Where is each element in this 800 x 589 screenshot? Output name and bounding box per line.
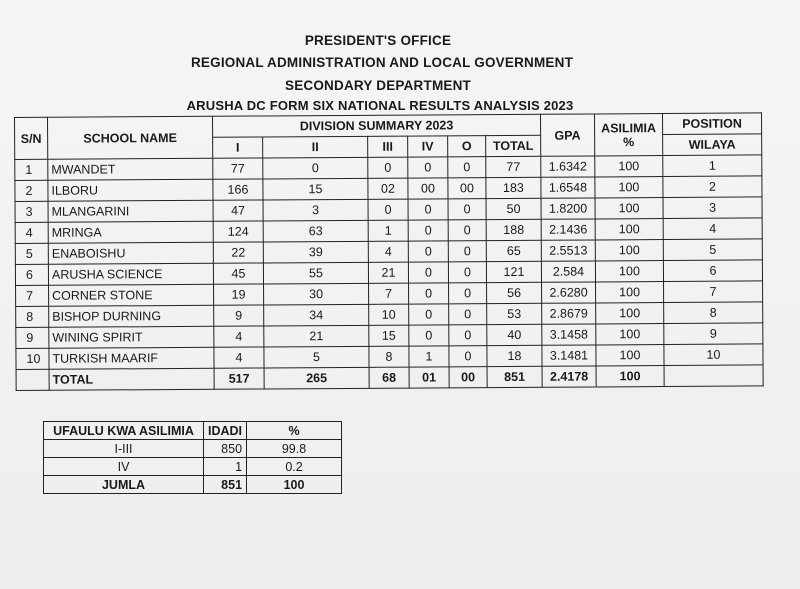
school-sn: 5	[15, 243, 48, 264]
div-iv-count: 0	[409, 304, 449, 325]
summary-idadi: 850	[204, 440, 247, 458]
summary-idadi: 1	[204, 458, 247, 476]
gpa-value: 2.6280	[542, 282, 596, 303]
asilimia-value: 100	[595, 156, 663, 177]
position-value: 6	[663, 260, 762, 282]
col-header-percent-label: %	[623, 134, 635, 149]
col-header-division-summary: DIVISION SUMMARY 2023	[212, 114, 540, 137]
div-o-count: 0	[449, 304, 487, 325]
col-header-wilaya: WILAYA	[663, 134, 762, 156]
total-count: 53	[487, 303, 542, 324]
school-sn: 8	[16, 306, 49, 327]
div-iv-count: 0	[408, 199, 448, 220]
gpa-value: 2.8679	[542, 303, 596, 324]
asilimia-value: 100	[595, 177, 663, 198]
school-sn: 10	[16, 348, 49, 369]
summary-total-idadi: 851	[204, 476, 247, 494]
totals-row	[16, 365, 763, 391]
position-value: 1	[663, 155, 762, 177]
summary-header-ufaulu: UFAULU KWA ASILIMIA	[44, 422, 204, 440]
totals-div-ii: 265	[264, 367, 369, 389]
summary-header-percent: %	[247, 422, 342, 440]
summary-row	[44, 458, 342, 476]
col-header-asilimia	[594, 114, 662, 156]
summary-total-row	[44, 476, 342, 494]
school-name: BISHOP DURNING	[49, 305, 214, 327]
div-i-count: 124	[213, 221, 263, 242]
results-table	[14, 112, 764, 391]
total-count: 56	[487, 282, 542, 303]
header-office: PRESIDENT'S OFFICE	[304, 33, 452, 48]
div-iv-count: 0	[408, 220, 448, 241]
summary-total-percent: 100	[247, 476, 342, 494]
asilimia-value: 100	[595, 219, 663, 240]
position-value: 8	[664, 302, 763, 324]
school-name: MRINGA	[48, 221, 213, 243]
div-i-count: 19	[214, 284, 264, 305]
div-i-count: 4	[214, 326, 264, 347]
summary-label: I-III	[44, 440, 204, 458]
total-count: 50	[486, 198, 541, 219]
asilimia-value: 100	[596, 345, 664, 366]
asilimia-value: 100	[595, 240, 663, 261]
total-count: 18	[487, 345, 542, 366]
gpa-value: 2.584	[541, 261, 595, 282]
div-i-count: 9	[214, 305, 264, 326]
total-count: 65	[486, 240, 541, 261]
div-iii-count: 0	[368, 157, 408, 178]
total-count: 40	[487, 324, 542, 345]
school-name: ILBORU	[48, 179, 213, 201]
div-iv-count: 1	[409, 346, 449, 367]
div-iv-count: 0	[409, 325, 449, 346]
col-header-gpa: GPA	[540, 114, 594, 156]
div-i-count: 166	[213, 179, 263, 200]
col-header-div-i: I	[213, 137, 263, 158]
div-iv-count: 0	[408, 241, 448, 262]
gpa-value: 2.5513	[541, 240, 595, 261]
position-value: 7	[664, 281, 763, 303]
div-o-count: 0	[449, 283, 487, 304]
asilimia-value: 100	[596, 303, 664, 324]
summary-label: IV	[44, 458, 204, 476]
col-header-sn: S/N	[15, 117, 48, 159]
col-header-asilimia-label: ASILIMIA	[601, 120, 657, 135]
div-o-count: 0	[448, 157, 486, 178]
div-o-count: 0	[449, 325, 487, 346]
div-o-count: 0	[448, 262, 486, 283]
totals-div-o: 00	[449, 367, 487, 388]
totals-div-i: 517	[214, 368, 264, 389]
div-iii-count: 0	[368, 199, 408, 220]
gpa-value: 2.1436	[541, 219, 595, 240]
asilimia-value: 100	[595, 261, 663, 282]
gpa-value: 3.1481	[542, 345, 596, 366]
div-ii-count: 15	[263, 178, 368, 200]
total-count: 121	[486, 261, 541, 282]
div-ii-count: 21	[264, 325, 369, 347]
div-o-count: 00	[448, 178, 486, 199]
div-iii-count: 15	[369, 325, 409, 346]
school-sn: 6	[15, 264, 48, 285]
div-iv-count: 0	[408, 262, 448, 283]
div-i-count: 77	[213, 158, 263, 179]
div-ii-count: 30	[264, 283, 369, 305]
totals-label: TOTAL	[49, 368, 214, 390]
school-sn: 2	[15, 180, 48, 201]
position-value: 2	[663, 176, 762, 198]
school-name: MLANGARINI	[48, 200, 213, 222]
div-iii-count: 1	[368, 220, 408, 241]
header-department: SECONDARY DEPARTMENT	[284, 78, 471, 93]
col-header-div-iv: IV	[408, 136, 448, 157]
summary-percent: 0.2	[247, 458, 342, 476]
school-sn: 9	[16, 327, 49, 348]
div-o-count: 0	[448, 199, 486, 220]
div-o-count: 0	[449, 346, 487, 367]
div-i-count: 22	[213, 242, 263, 263]
asilimia-value: 100	[595, 198, 663, 219]
div-ii-count: 63	[263, 220, 368, 242]
div-ii-count: 3	[263, 199, 368, 221]
total-count: 183	[486, 177, 541, 198]
summary-percent: 99.8	[247, 440, 342, 458]
totals-asilimia: 100	[596, 366, 664, 387]
position-value: 10	[664, 344, 763, 366]
totals-sn-empty	[16, 369, 49, 390]
school-name: MWANDET	[48, 158, 213, 180]
header-administration: REGIONAL ADMINISTRATION AND LOCAL GOVERNMENT	[190, 55, 574, 70]
school-sn: 4	[15, 222, 48, 243]
div-o-count: 0	[448, 241, 486, 262]
col-header-div-ii: II	[263, 136, 368, 158]
asilimia-value: 100	[596, 324, 664, 345]
school-name: CORNER STONE	[49, 284, 214, 306]
col-header-div-o: O	[448, 136, 486, 157]
col-header-total: TOTAL	[486, 135, 541, 156]
school-sn: 3	[15, 201, 48, 222]
asilimia-value: 100	[596, 282, 664, 303]
div-iii-count: 4	[368, 241, 408, 262]
div-ii-count: 55	[263, 262, 368, 284]
div-o-count: 0	[448, 220, 486, 241]
div-iv-count: 0	[409, 283, 449, 304]
div-iii-count: 8	[369, 346, 409, 367]
position-value: 5	[663, 239, 762, 261]
div-ii-count: 0	[263, 157, 368, 179]
div-iii-count: 02	[368, 178, 408, 199]
totals-position-empty	[664, 365, 763, 387]
summary-row	[44, 440, 342, 458]
totals-gpa: 2.4178	[542, 366, 596, 387]
div-i-count: 47	[213, 200, 263, 221]
div-ii-count: 5	[264, 346, 369, 368]
gpa-value: 1.8200	[541, 198, 595, 219]
div-i-count: 45	[213, 263, 263, 284]
totals-div-iii: 68	[369, 367, 409, 388]
div-ii-count: 34	[264, 304, 369, 326]
div-iii-count: 21	[368, 262, 408, 283]
school-name: ARUSHA SCIENCE	[48, 263, 213, 285]
totals-div-iv: 01	[409, 367, 449, 388]
school-sn: 7	[16, 285, 49, 306]
header-analysis-title: ARUSHA DC FORM SIX NATIONAL RESULTS ANALYSIS 2023	[186, 98, 574, 113]
col-header-position: POSITION	[662, 113, 761, 135]
ufaulu-summary-table	[43, 421, 342, 494]
school-name: ENABOISHU	[48, 242, 213, 264]
position-value: 3	[663, 197, 762, 219]
div-ii-count: 39	[263, 241, 368, 263]
div-iii-count: 7	[369, 283, 409, 304]
gpa-value: 1.6548	[541, 177, 595, 198]
summary-header-idadi: IDADI	[204, 422, 247, 440]
gpa-value: 1.6342	[541, 156, 595, 177]
school-name: TURKISH MAARIF	[49, 347, 214, 369]
div-iv-count: 0	[408, 157, 448, 178]
totals-total: 851	[487, 366, 542, 387]
col-header-div-iii: III	[368, 136, 408, 157]
position-value: 9	[664, 323, 763, 345]
gpa-value: 3.1458	[542, 324, 596, 345]
col-header-school-name: SCHOOL NAME	[48, 116, 213, 159]
div-iii-count: 10	[369, 304, 409, 325]
div-iv-count: 00	[408, 178, 448, 199]
school-name: WINING SPIRIT	[49, 326, 214, 348]
position-value: 4	[663, 218, 762, 240]
summary-total-label: JUMLA	[44, 476, 204, 494]
total-count: 77	[486, 156, 541, 177]
div-i-count: 4	[214, 347, 264, 368]
total-count: 188	[486, 219, 541, 240]
school-sn: 1	[15, 159, 48, 180]
